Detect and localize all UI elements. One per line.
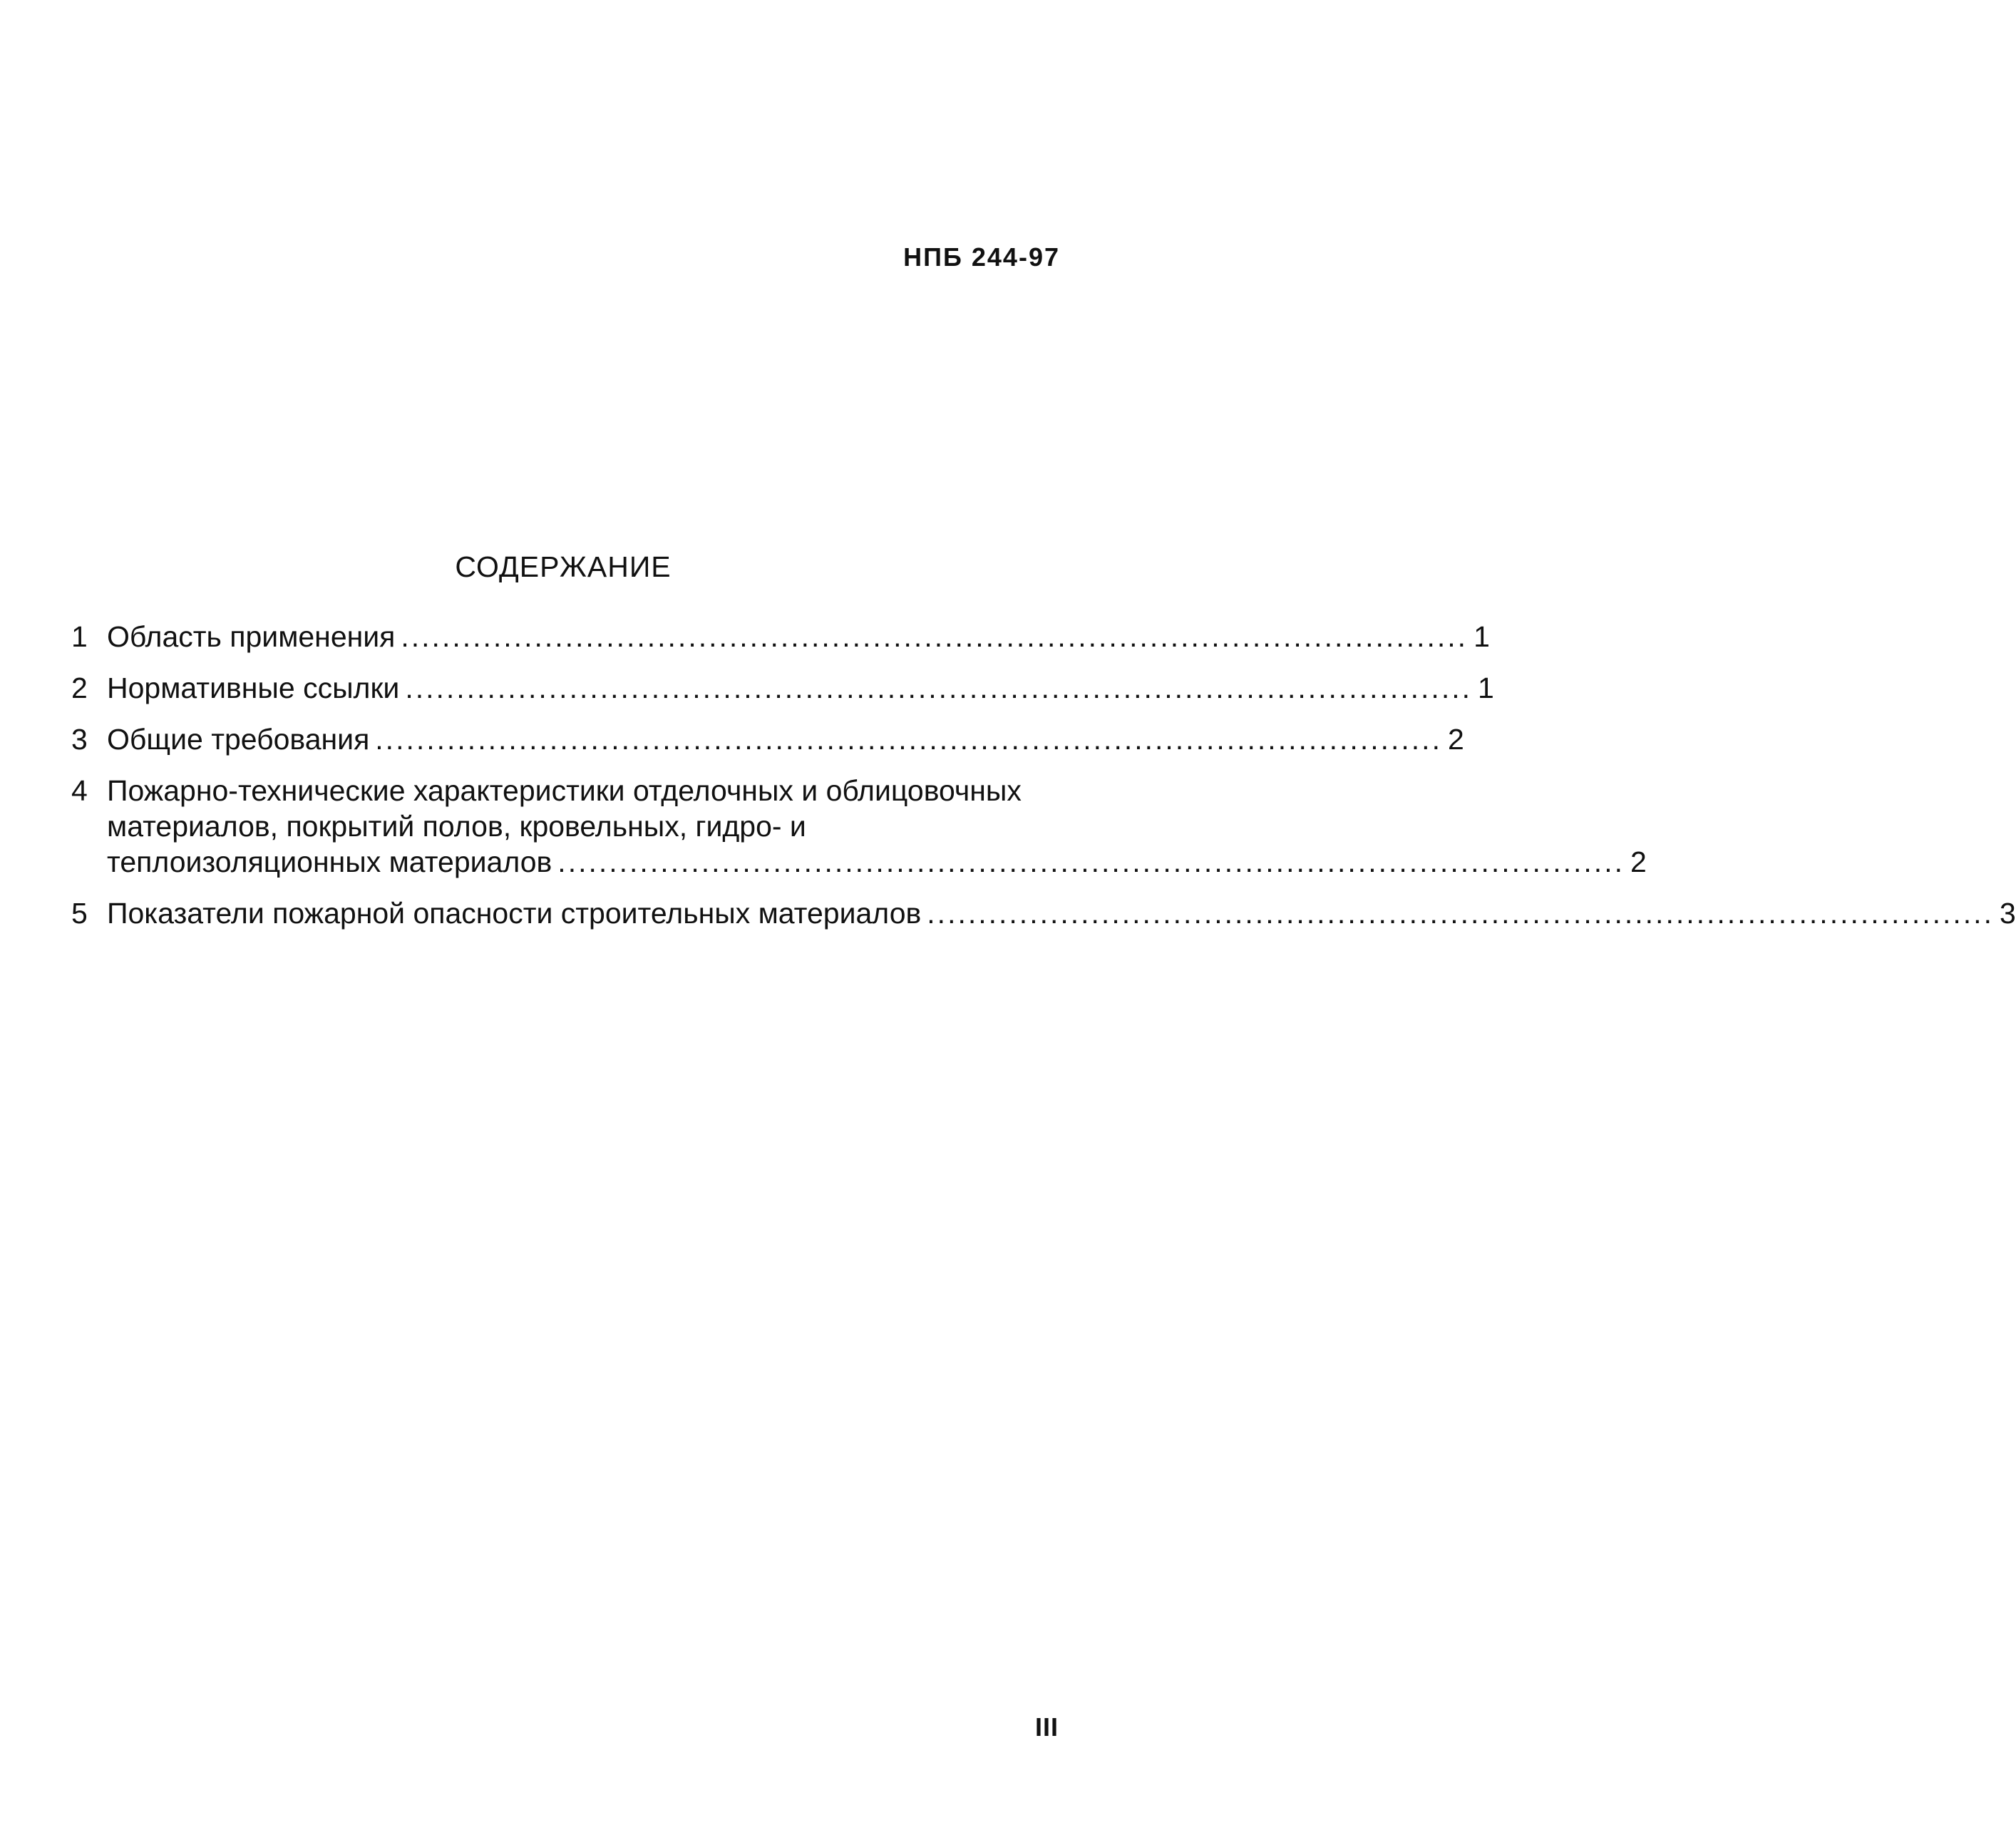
toc-entry-page: 3 xyxy=(1999,897,2016,930)
dot-leader: ........................................................................................................ xyxy=(401,620,1469,653)
page-number: III xyxy=(1035,1712,1059,1742)
toc-entry-number: 3 xyxy=(71,723,88,756)
toc-entry[interactable] xyxy=(71,721,1464,757)
toc-entry-body xyxy=(107,721,1464,757)
dot-leader: ........................................................................................................ xyxy=(557,845,1625,878)
toc-title: СОДЕРЖАНИЕ xyxy=(455,550,672,583)
table-of-contents xyxy=(71,619,2016,947)
toc-entry-body xyxy=(107,773,1647,880)
toc-entry-line xyxy=(107,670,1494,706)
toc-entry-title: теплоизоляционных материалов xyxy=(107,845,552,878)
toc-entry-number: 4 xyxy=(71,774,88,807)
toc-entry-page: 2 xyxy=(1447,723,1464,756)
toc-entry-title: материалов, покрытий полов, кровельных, гидро- и xyxy=(107,810,806,843)
toc-entry[interactable] xyxy=(71,619,1490,654)
toc-entry-page: 2 xyxy=(1630,845,1647,878)
toc-entry-page: 1 xyxy=(1474,620,1490,653)
toc-entry-number: 5 xyxy=(71,897,88,930)
toc-entry-title: Пожарно-технические характеристики отделочных и облицовочных xyxy=(107,774,1022,807)
toc-entry-body xyxy=(107,670,1494,706)
dot-leader: ........................................................................................................ xyxy=(375,723,1442,756)
toc-entry-line xyxy=(107,773,1059,808)
toc-entry-title: Показатели пожарной опасности строительных материалов xyxy=(107,897,922,930)
dot-leader: ........................................................................................................ xyxy=(405,672,1472,704)
toc-entry-line xyxy=(107,808,1059,844)
toc-entry-line xyxy=(107,619,1490,654)
toc-entry-line xyxy=(107,721,1464,757)
document-code: НПБ 244-97 xyxy=(903,242,1060,272)
toc-entry[interactable] xyxy=(71,670,1494,706)
toc-entry-body xyxy=(107,619,1490,654)
toc-entry-body xyxy=(107,895,2016,931)
toc-entry-title: Область применения xyxy=(107,620,396,653)
toc-entry-page: 1 xyxy=(1478,672,1494,704)
toc-entry-number: 2 xyxy=(71,672,88,704)
toc-entry-number: 1 xyxy=(71,620,88,653)
toc-entry-line xyxy=(107,844,1647,880)
dot-leader: ........................................................................................................ xyxy=(927,897,1994,930)
toc-entry[interactable] xyxy=(71,895,2016,931)
toc-entry-line xyxy=(107,895,2016,931)
toc-entry-title: Нормативные ссылки xyxy=(107,672,400,704)
toc-entry-title: Общие требования xyxy=(107,723,370,756)
toc-entry[interactable] xyxy=(71,773,1647,880)
